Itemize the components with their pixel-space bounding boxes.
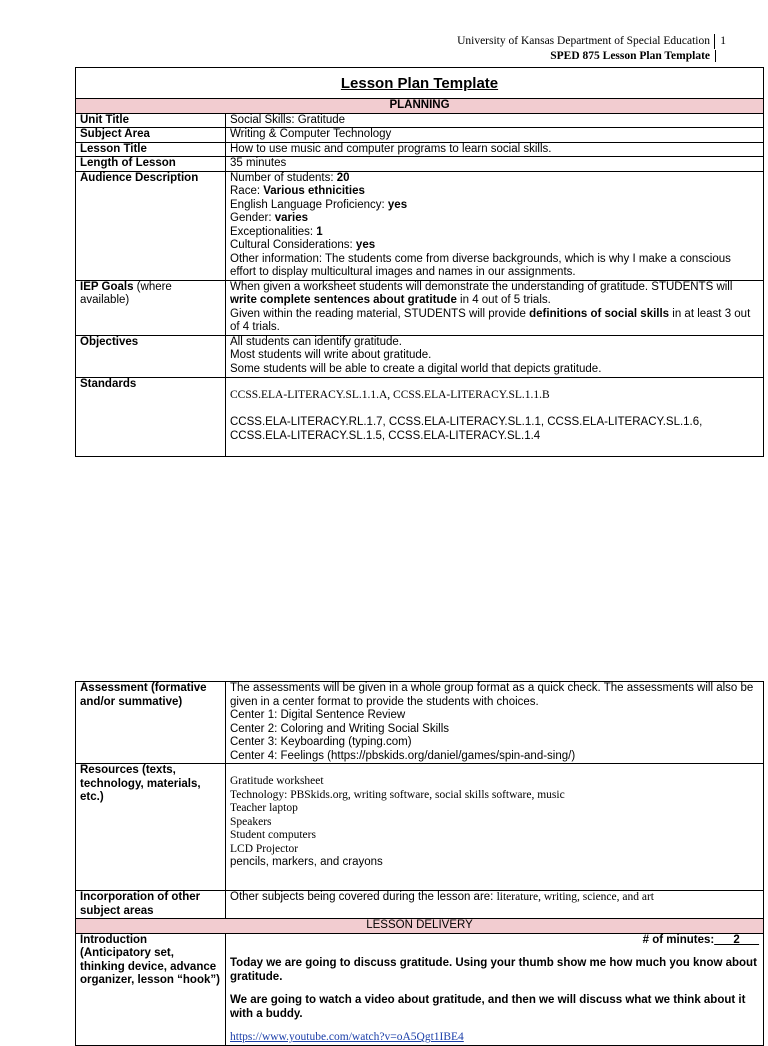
num-students-label: Number of students: — [230, 171, 337, 184]
lesson-title-value: How to use music and computer programs to learn social skills. — [226, 142, 764, 157]
resource-item: Teacher laptop — [230, 802, 298, 814]
assessment-value — [226, 682, 764, 764]
incorporation-subjects: literature, writing, science, and art — [496, 891, 654, 903]
unit-title-value: Social Skills: Gratitude — [226, 113, 764, 128]
resource-item: Student computers — [230, 829, 316, 841]
table-row — [76, 157, 764, 172]
page-header — [457, 34, 726, 64]
ell-label: English Language Proficiency: — [230, 198, 388, 211]
other-info: Other information: The students come from diverse backgrounds, which is why I make a conscious effort to display multicultural images and names in our assignments. — [230, 252, 731, 278]
resource-item: Technology: PBSkids.org, writing software, social skills software, music — [230, 788, 565, 801]
table-row — [76, 171, 764, 280]
gender-value: varies — [274, 212, 309, 224]
length-label: Length of Lesson — [76, 157, 226, 172]
table-row — [76, 113, 764, 128]
header-line-1 — [457, 34, 710, 49]
iep-goal-1b: write complete sentences about gratitude — [230, 294, 457, 306]
subject-area-value: Writing & Computer Technology — [226, 128, 764, 143]
audience-value — [226, 171, 764, 280]
objective-item: Some students will be able to create a digital world that depicts gratitude. — [230, 362, 602, 375]
objective-item: All students can identify gratitude. — [230, 335, 402, 348]
standards-label: Standards — [76, 377, 226, 456]
table-row — [76, 933, 764, 1045]
audience-label: Audience Description — [76, 171, 226, 280]
race-label: Race: — [230, 185, 264, 197]
standards-value — [226, 377, 764, 456]
introduction-label: Introduction (Anticipatory set, thinking device, advance organizer, lesson “hook”) — [76, 933, 226, 1045]
table-row — [76, 377, 764, 456]
minutes-value: ___2___ — [714, 933, 759, 946]
resource-item: Gratitude worksheet — [230, 775, 324, 787]
resource-item: pencils, markers, and crayons — [230, 856, 383, 868]
standards-line-1: CCSS.ELA-LITERACY.SL.1.1.A, CCSS.ELA-LITERACY.SL.1.1.B — [230, 388, 550, 401]
minutes-label: # of minutes: — [642, 933, 715, 946]
standards-line-2: CCSS.ELA-LITERACY.RL.1.7, CCSS.ELA-LITERACY.SL.1.1, CCSS.ELA-LITERACY.SL.1.6, CCSS.ELA-LITERACY.SL.1.5, CCSS.ELA-LITERACY.SL.1.4 — [230, 416, 703, 442]
center-item: Center 3: Keyboarding (typing.com) — [230, 736, 412, 748]
center-item: Center 2: Coloring and Writing Social Skills — [230, 722, 450, 735]
iep-goals-value — [226, 280, 764, 335]
num-students-value: 20 — [336, 171, 350, 184]
objectives-value — [226, 335, 764, 377]
iep-goal-2b: definitions of social skills — [529, 307, 670, 320]
table-row — [76, 764, 764, 891]
cultural-value: yes — [355, 239, 376, 251]
iep-label-text: IEP Goals — [80, 280, 134, 293]
resources-value — [226, 764, 764, 891]
table-row — [76, 280, 764, 335]
table-row — [76, 128, 764, 143]
iep-goal-1a: When given a worksheet students will demonstrate the understanding of gratitude. STUDENTS will — [230, 280, 733, 293]
iep-goal-2c: in at least 3 out of 4 trials. — [230, 307, 751, 333]
table-row — [76, 891, 764, 919]
assessment-intro: The assessments will be given in a whole group format as a quick check. The assessments will also be given in a center format to provide the students with choices. — [230, 682, 754, 708]
incorporation-text: Other subjects being covered during the lesson are: — [230, 891, 497, 903]
table-row — [76, 335, 764, 377]
race-value: Various ethnicities — [263, 185, 365, 197]
center-item: Center 4: Feelings (https://pbskids.org/daniel/games/spin-and-sing/) — [230, 749, 576, 762]
objective-item: Most students will write about gratitude. — [230, 349, 432, 361]
intro-paragraph-2: We are going to watch a video about gratitude, and then we will discuss what we think about it with a buddy. — [230, 994, 746, 1020]
intro-paragraph-1: Today we are going to discuss gratitude. Using your thumb show me how much you know about gratitude. — [230, 957, 757, 983]
planning-band: PLANNING — [76, 99, 764, 114]
resource-item: LCD Projector — [230, 842, 299, 855]
iep-label-note: (where available) — [80, 280, 172, 306]
header-institution: University of Kansas Department of Special Education — [457, 35, 710, 47]
cultural-label: Cultural Considerations: — [230, 239, 356, 251]
iep-goal-2a: Given within the reading material, STUDENTS will provide — [230, 307, 530, 320]
page-number: 1 — [714, 34, 726, 49]
lesson-delivery-band: LESSON DELIVERY — [76, 919, 764, 934]
exceptionalities-value: 1 — [316, 225, 323, 238]
resources-label: Resources (texts, technology, materials, etc.) — [76, 764, 226, 891]
center-item: Center 1: Digital Sentence Review — [230, 709, 406, 721]
incorporation-value — [226, 891, 764, 919]
minutes-line — [230, 934, 759, 948]
iep-goals-label — [76, 280, 226, 335]
gender-label: Gender: — [230, 212, 275, 224]
planning-table — [75, 67, 764, 457]
header-course: SPED 875 Lesson Plan Template — [550, 50, 716, 62]
ell-value: yes — [387, 198, 408, 211]
introduction-value — [226, 933, 764, 1045]
lesson-plan-title: Lesson Plan Template — [76, 68, 764, 99]
table-row — [76, 142, 764, 157]
table-row — [76, 682, 764, 764]
delivery-table — [75, 681, 764, 1046]
unit-title-label: Unit Title — [76, 113, 226, 128]
incorporation-label: Incorporation of other subject areas — [76, 891, 226, 919]
iep-goal-1c: in 4 out of 5 trials. — [456, 294, 551, 306]
assessment-label: Assessment (formative and/or summative) — [76, 682, 226, 764]
length-value: 35 minutes — [226, 157, 764, 172]
lesson-title-label: Lesson Title — [76, 142, 226, 157]
resource-item: Speakers — [230, 815, 272, 828]
objectives-label: Objectives — [76, 335, 226, 377]
subject-area-label: Subject Area — [76, 128, 226, 143]
exceptionalities-label: Exceptionalities: — [230, 225, 317, 238]
video-link[interactable]: https://www.youtube.com/watch?v=oA5Qgt1IBE4 — [230, 1031, 464, 1043]
